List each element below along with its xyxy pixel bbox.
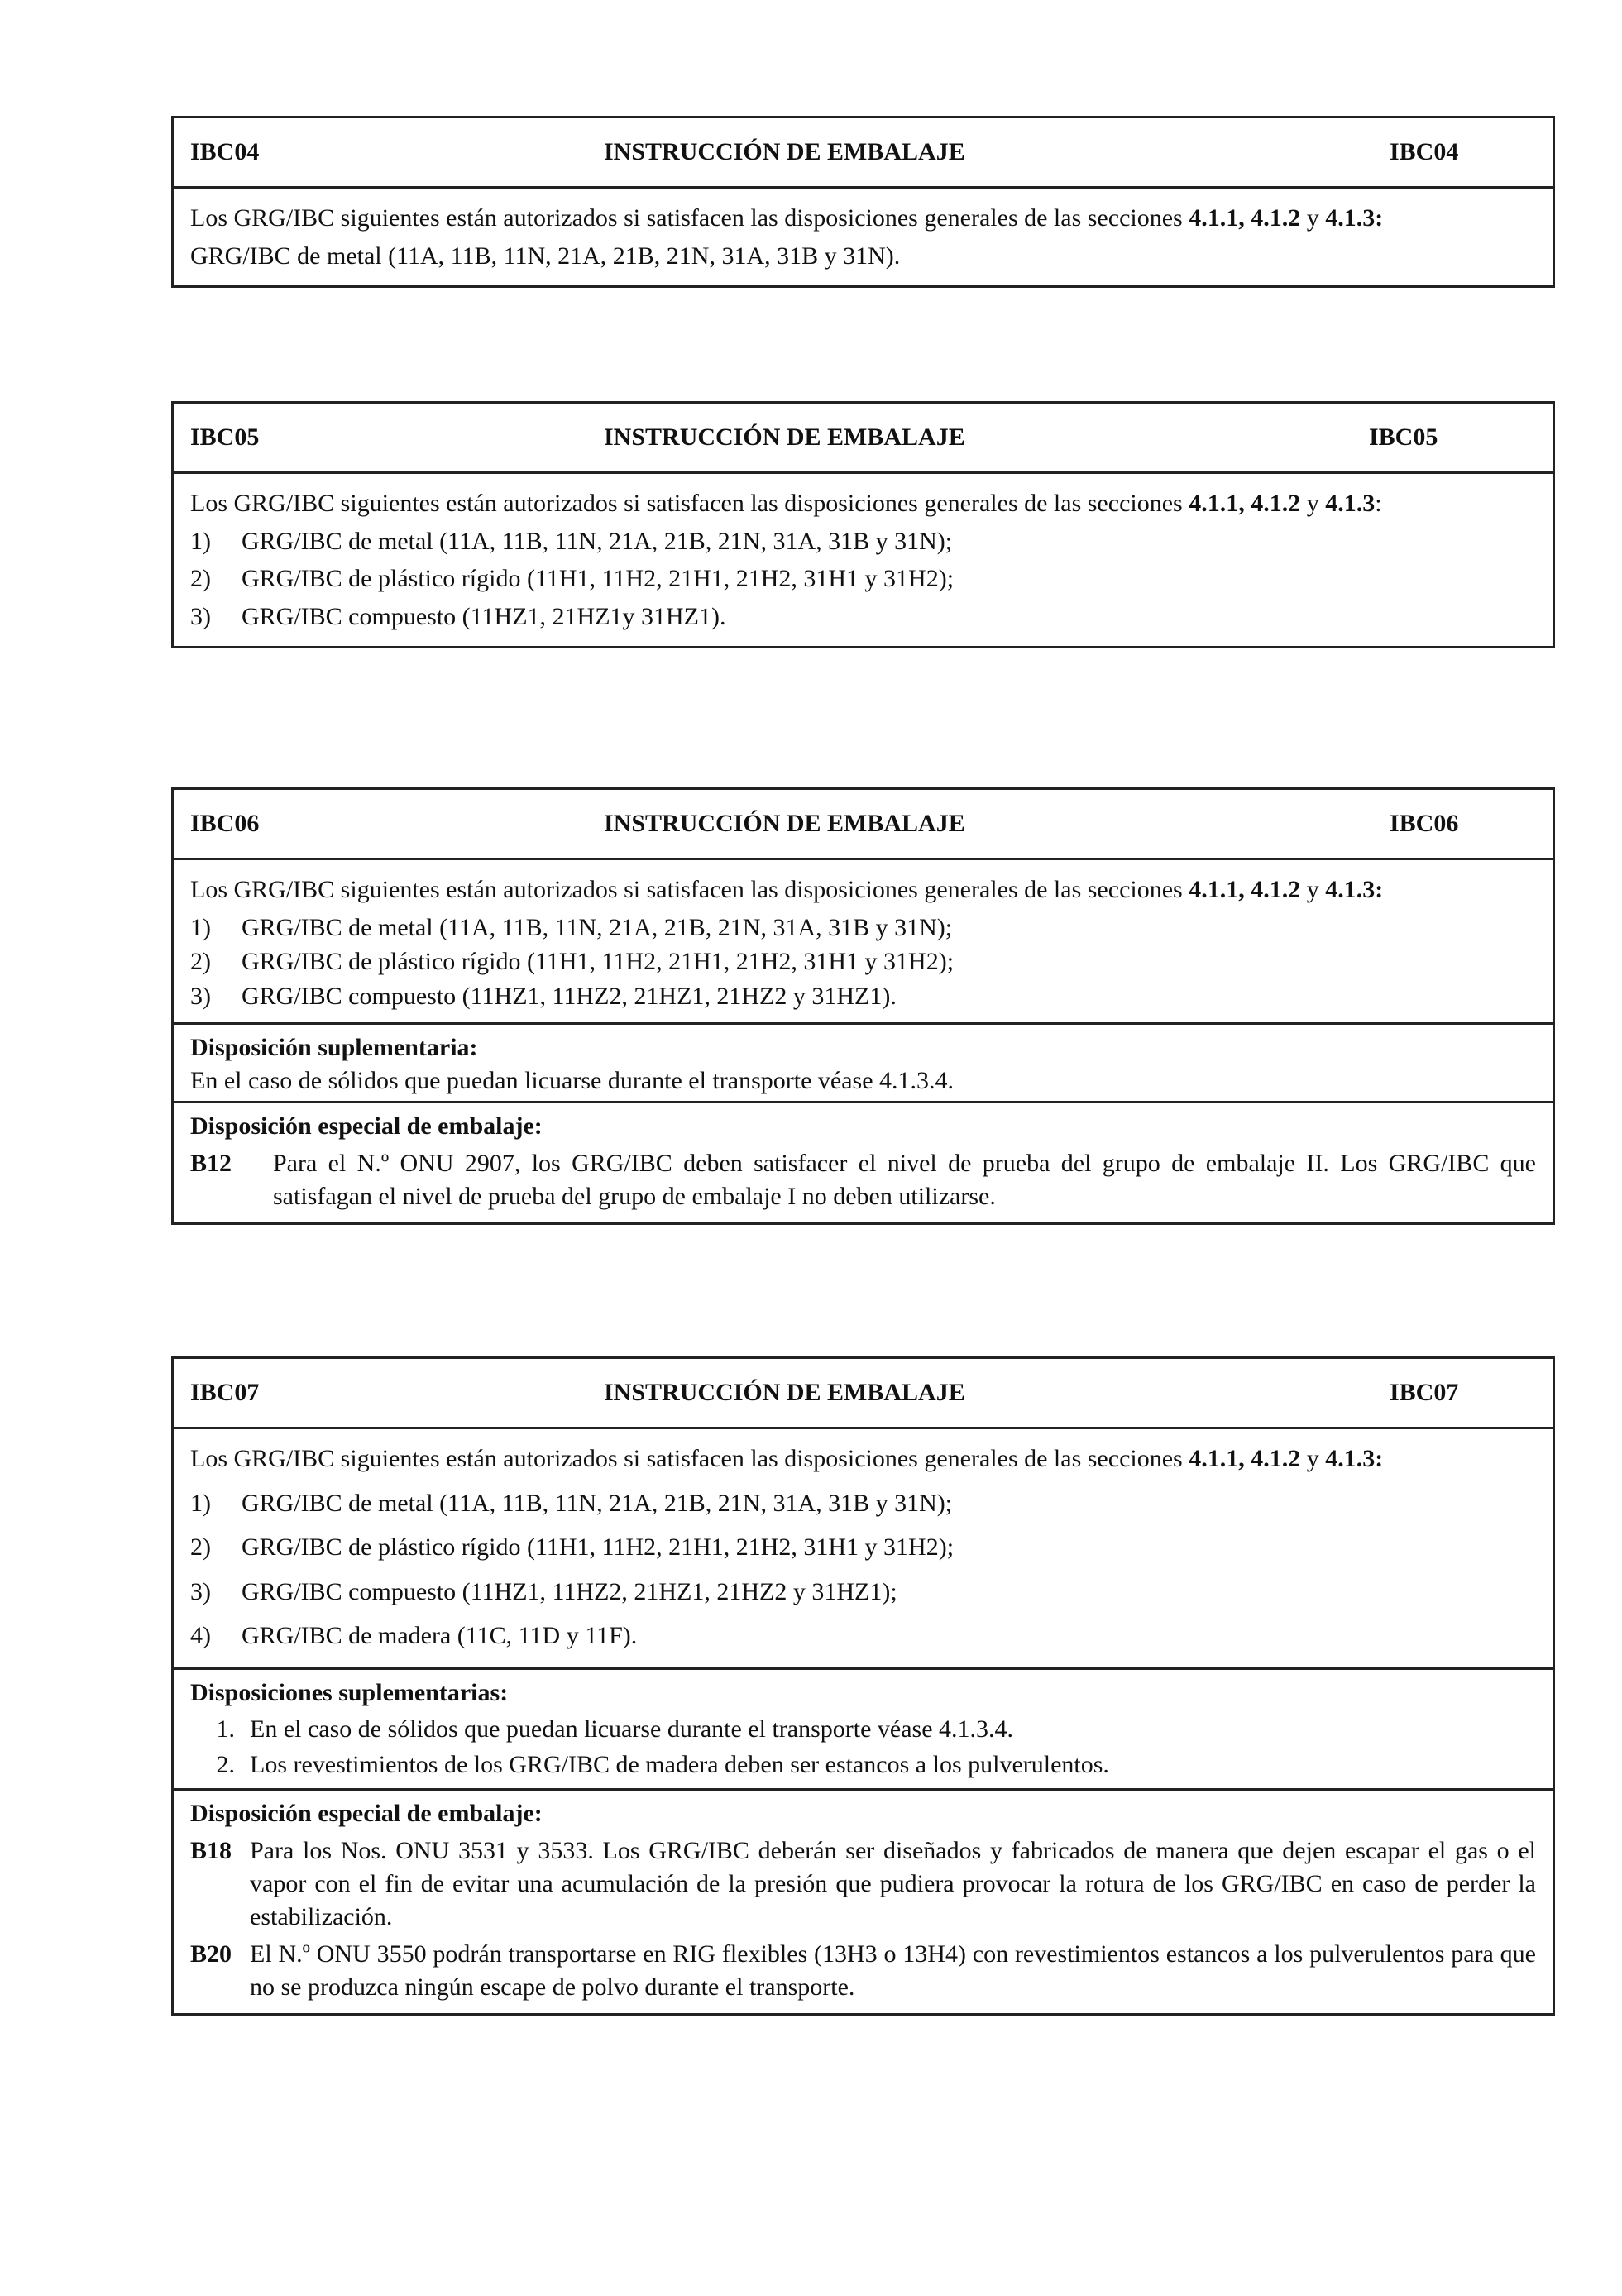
supplementary-heading: Disposición suplementaria: xyxy=(190,1034,478,1062)
item-number: 3) xyxy=(190,1577,211,1605)
intro-refs: 4.1.1, 4.1.2 xyxy=(1189,204,1301,232)
ibc06-title: INSTRUCCIÓN DE EMBALAJE xyxy=(604,810,965,838)
special-code: B12 xyxy=(190,1150,232,1178)
intro-ref-last: 4.1.3: xyxy=(1325,1445,1384,1472)
supplementary-heading: Disposiciones suplementarias: xyxy=(190,1678,509,1706)
item-text: GRG/IBC de madera (11C, 11D y 11F). xyxy=(242,1622,638,1650)
list-item xyxy=(190,1487,1536,1520)
ibc05-table xyxy=(171,401,1555,648)
supplementary-item xyxy=(190,1748,1536,1782)
item-number: 1) xyxy=(190,1489,211,1517)
ibc04-title: INSTRUCCIÓN DE EMBALAJE xyxy=(604,138,965,166)
ibc06-header xyxy=(174,790,1553,860)
ibc05-title: INSTRUCCIÓN DE EMBALAJE xyxy=(604,423,965,452)
special-heading: Disposición especial de embalaje: xyxy=(190,1799,543,1827)
intro-ref-last: 4.1.3: xyxy=(1325,204,1384,232)
special-provision xyxy=(190,1938,1536,2003)
intro-refs: 4.1.1, 4.1.2 xyxy=(1189,876,1301,903)
intro-and: y xyxy=(1300,204,1326,232)
list-item xyxy=(190,1619,1536,1653)
item-text: GRG/IBC compuesto (11HZ1, 11HZ2, 21HZ1, 21HZ2 y 31HZ1). xyxy=(242,982,897,1010)
item-text: En el caso de sólidos que puedan licuarse durante el transporte véase 4.1.3.4. xyxy=(250,1715,1014,1743)
ibc07-code-left: IBC07 xyxy=(190,1379,260,1407)
supplementary-text: En el caso de sólidos que puedan licuarse durante el transporte véase 4.1.3.4. xyxy=(190,1066,955,1094)
list-item xyxy=(190,980,1536,1013)
ibc06-intro xyxy=(190,873,1536,906)
ibc06-table xyxy=(171,787,1555,1225)
list-item xyxy=(190,911,1536,945)
intro-ref-last: 4.1.3 xyxy=(1325,490,1376,517)
supplementary-item xyxy=(190,1713,1536,1746)
ibc06-code-left: IBC06 xyxy=(190,810,260,838)
intro-text: Los GRG/IBC siguientes están autorizados si satisfacen las disposiciones generales de las secciones xyxy=(190,876,1189,903)
special-heading: Disposición especial de embalaje: xyxy=(190,1112,543,1140)
ibc04-code-right: IBC04 xyxy=(1390,138,1459,166)
ibc06-supplementary xyxy=(174,1022,1553,1100)
ibc05-intro xyxy=(190,487,1536,520)
item-text: GRG/IBC de plástico rígido (11H1, 11H2, 21H1, 21H2, 31H1 y 31H2); xyxy=(242,565,955,593)
item-text: GRG/IBC de metal (11A, 11B, 11N, 21A, 21B, 21N, 31A, 31B y 31N); xyxy=(242,527,953,555)
intro-and: y xyxy=(1300,490,1326,517)
item-number: 1) xyxy=(190,527,211,555)
ibc07-header xyxy=(174,1359,1553,1429)
ibc07-table xyxy=(171,1356,1555,2016)
ibc05-code-right: IBC05 xyxy=(1369,423,1438,452)
ibc07-title: INSTRUCCIÓN DE EMBALAJE xyxy=(604,1379,965,1407)
ibc07-special xyxy=(174,1788,1553,2014)
item-number: 1) xyxy=(190,913,211,941)
item-number: 2) xyxy=(190,948,211,976)
ibc07-code-right: IBC07 xyxy=(1390,1379,1459,1407)
ibc07-supplementary xyxy=(174,1667,1553,1788)
special-provision xyxy=(190,1834,1536,1933)
intro-and: y xyxy=(1300,876,1326,903)
special-text: Para los Nos. ONU 3531 y 3533. Los GRG/IBC deberán ser diseñados y fabricados de manera que dejen escapar el gas o el vapor con el fin de evitar una acumulación de la presión que pudiera provocar la rotura de los GRG/IBC en caso de perder la estabilización. xyxy=(250,1837,1536,1930)
intro-text: Los GRG/IBC siguientes están autorizados si satisfacen las disposiciones generales de las secciones xyxy=(190,204,1189,232)
ibc04-intro xyxy=(190,202,1536,235)
special-code: B20 xyxy=(190,1940,232,1968)
special-code: B18 xyxy=(190,1837,232,1865)
ibc04-header xyxy=(174,118,1553,189)
list-item xyxy=(190,945,1536,978)
item-text: GRG/IBC de plástico rígido (11H1, 11H2, 21H1, 21H2, 31H1 y 31H2); xyxy=(242,948,955,976)
special-text: Para el N.º ONU 2907, los GRG/IBC deben satisfacer el nivel de prueba del grupo de embalaje II. Los GRG/IBC que satisfagan el nivel de prueba del grupo de embalaje I no deben utilizarse. xyxy=(273,1150,1536,1210)
ibc04-line: GRG/IBC de metal (11A, 11B, 11N, 21A, 21B, 21N, 31A, 31B y 31N). xyxy=(190,242,901,270)
item-number: 3) xyxy=(190,982,211,1010)
item-number: 3) xyxy=(190,602,211,630)
intro-text: Los GRG/IBC siguientes están autorizados si satisfacen las disposiciones generales de las secciones xyxy=(190,490,1189,517)
item-number: 4) xyxy=(190,1622,211,1650)
ibc07-body xyxy=(174,1429,1553,1667)
list-item xyxy=(190,1576,1536,1609)
list-item xyxy=(190,1531,1536,1564)
list-item xyxy=(190,600,1536,634)
ibc06-body xyxy=(174,860,1553,1022)
item-number: 2) xyxy=(190,565,211,593)
intro-ref-last: 4.1.3: xyxy=(1325,876,1384,903)
special-provision xyxy=(190,1147,1536,1213)
intro-refs: 4.1.1, 4.1.2 xyxy=(1189,490,1301,517)
ibc04-body xyxy=(174,189,1553,285)
ibc05-body xyxy=(174,474,1553,646)
list-item xyxy=(190,562,1536,596)
ibc04-code-left: IBC04 xyxy=(190,138,260,166)
list-item xyxy=(190,525,1536,558)
ibc05-code-left: IBC05 xyxy=(190,423,260,452)
item-number: 1. xyxy=(216,1715,235,1743)
item-text: Los revestimientos de los GRG/IBC de madera deben ser estancos a los pulverulentos. xyxy=(250,1751,1109,1779)
item-text: GRG/IBC compuesto (11HZ1, 11HZ2, 21HZ1, 21HZ2 y 31HZ1); xyxy=(242,1577,897,1605)
item-text: GRG/IBC de metal (11A, 11B, 11N, 21A, 21B, 21N, 31A, 31B y 31N); xyxy=(242,913,953,941)
item-number: 2) xyxy=(190,1533,211,1562)
ibc06-special xyxy=(174,1101,1553,1223)
ibc05-header xyxy=(174,404,1553,474)
ibc06-code-right: IBC06 xyxy=(1390,810,1459,838)
special-text: El N.º ONU 3550 podrán transportarse en RIG flexibles (13H3 o 13H4) con revestimientos estancos a los pulverulentos para que no se produzca ningún escape de polvo durante el transporte. xyxy=(250,1940,1536,2001)
intro-text: Los GRG/IBC siguientes están autorizados si satisfacen las disposiciones generales de las secciones xyxy=(190,1445,1189,1472)
intro-colon: : xyxy=(1375,490,1382,517)
intro-refs: 4.1.1, 4.1.2 xyxy=(1189,1445,1301,1472)
item-number: 2. xyxy=(216,1751,235,1779)
ibc07-intro xyxy=(190,1442,1536,1476)
intro-and: y xyxy=(1300,1445,1326,1472)
item-text: GRG/IBC de plástico rígido (11H1, 11H2, 21H1, 21H2, 31H1 y 31H2); xyxy=(242,1533,955,1562)
item-text: GRG/IBC de metal (11A, 11B, 11N, 21A, 21B, 21N, 31A, 31B y 31N); xyxy=(242,1489,953,1517)
ibc04-table xyxy=(171,116,1555,288)
item-text: GRG/IBC compuesto (11HZ1, 21HZ1y 31HZ1). xyxy=(242,602,726,630)
